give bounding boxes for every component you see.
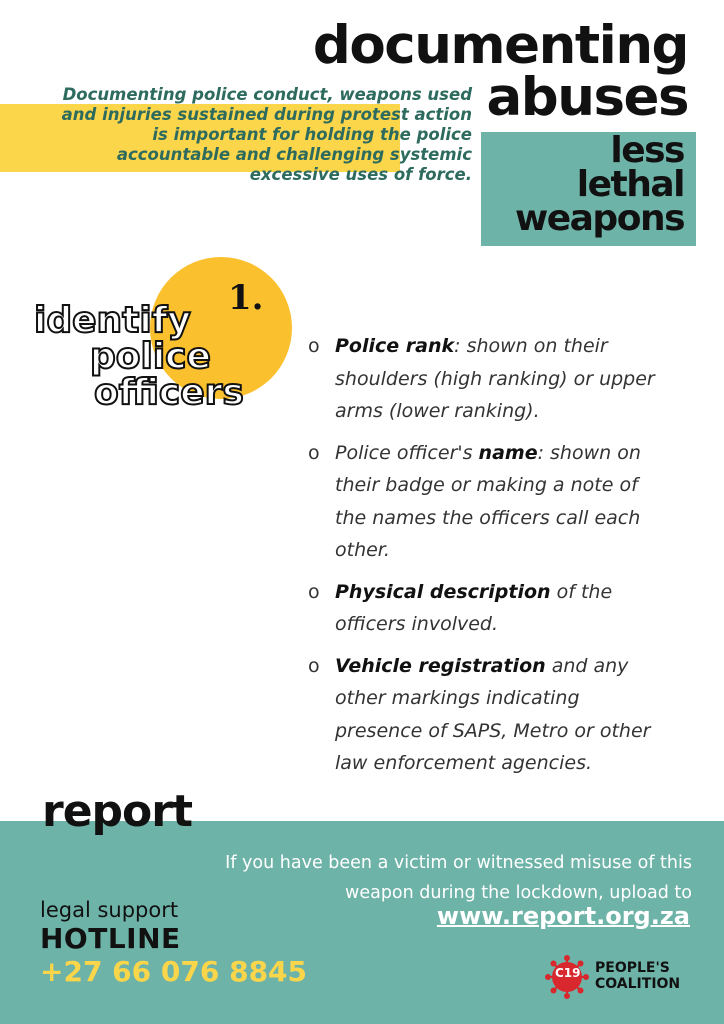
- report-link[interactable]: www.report.org.za: [436, 902, 690, 930]
- logo-mark-text: C19: [555, 966, 581, 980]
- list-item: o Vehicle registration and any other markings indicating presence of SAPS, Metro or other law enforcement agencies.: [308, 650, 668, 780]
- report-heading: report: [42, 786, 192, 837]
- bullet-marker: o: [308, 580, 320, 603]
- identification-list: [308, 330, 668, 789]
- list-item: o Police rank: shown on their shoulders (high ranking) or upper arms (lower ranking).: [308, 330, 668, 428]
- logo-line-1: PEOPLE'S: [595, 960, 670, 976]
- logo-wordmark: [595, 960, 680, 992]
- legal-support-label: legal support: [40, 898, 179, 922]
- step-number: 1.: [228, 278, 264, 318]
- list-item-keyword: name: [478, 441, 538, 464]
- step-title: [34, 300, 274, 413]
- hotline-label: HOTLINE: [40, 922, 181, 955]
- hotline-phone-number[interactable]: +27 66 076 8845: [40, 955, 308, 988]
- page-subtitle: [514, 130, 684, 239]
- list-item: o Physical description of the officers involved.: [308, 576, 668, 641]
- step-title-line-3: officers: [94, 372, 244, 413]
- title-line-2: abuses: [486, 67, 688, 128]
- logo-line-2: COALITION: [595, 976, 681, 992]
- bullet-marker: o: [308, 654, 320, 677]
- list-item: o Police officer's name: shown on their badge or making a note of the names the officers call each other.: [308, 437, 668, 567]
- report-instructions: If you have been a victim or witnessed misuse of this weapon during the lockdown, upload to: [225, 853, 692, 903]
- subtitle-line-2: lethal: [576, 164, 684, 205]
- bullet-marker: o: [308, 441, 320, 464]
- subtitle-line-1: less: [610, 130, 684, 171]
- peoples-coalition-logo: [544, 954, 694, 1000]
- list-item-keyword: Police rank: [335, 335, 455, 357]
- list-item-keyword: Physical description: [335, 580, 551, 603]
- step-title-line-2: police: [90, 336, 211, 377]
- intro-paragraph: Documenting police conduct, weapons used and injuries sustained during protest action is important for holding the police accountable and challenging systemic excessive uses of force.: [61, 85, 472, 184]
- bullet-marker: o: [308, 335, 320, 357]
- list-item-keyword: Vehicle registration: [335, 654, 546, 677]
- title-line-1: documenting: [312, 15, 688, 76]
- subtitle-line-3: weapons: [514, 198, 684, 239]
- step-title-line-1: identify: [34, 300, 191, 341]
